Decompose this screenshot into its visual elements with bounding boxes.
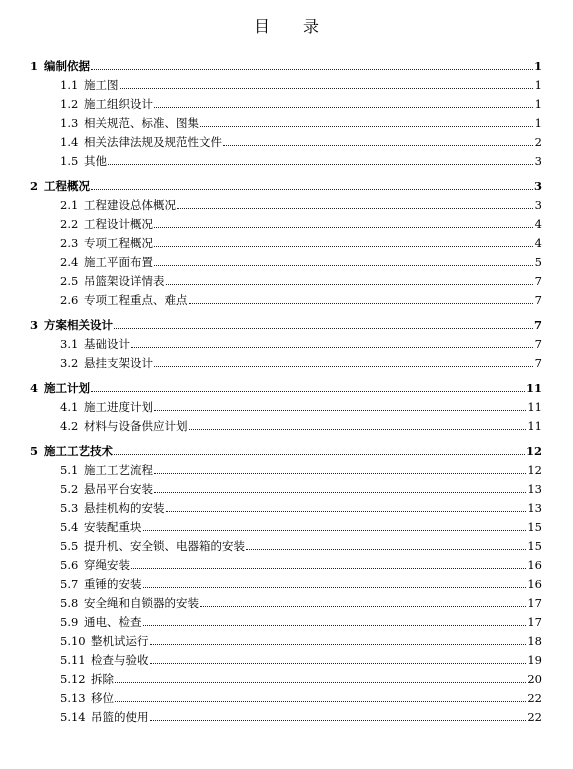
dot-leader <box>131 347 533 348</box>
dot-leader <box>114 454 525 455</box>
page-number: 7 <box>534 274 542 288</box>
dot-leader <box>154 492 526 493</box>
toc-section-entry[interactable] <box>30 572 542 591</box>
section-title: 专项工程重点、难点 <box>84 293 188 307</box>
toc-section-entry[interactable] <box>30 629 542 648</box>
section-number: 1.4 <box>60 135 79 149</box>
section-title: 工程设计概况 <box>84 217 153 231</box>
toc-chapter-entry[interactable] <box>30 376 542 395</box>
toc-section-entry[interactable] <box>30 553 542 572</box>
section-number: 5.8 <box>60 596 79 610</box>
section-title: 通电、检查 <box>84 615 142 629</box>
section-number: 5.10 <box>60 634 86 648</box>
toc-section-entry[interactable] <box>30 496 542 515</box>
section-title: 相关规范、标准、图集 <box>84 116 199 130</box>
section-number: 2.3 <box>60 236 79 250</box>
toc-section-entry[interactable] <box>30 477 542 496</box>
page-number: 17 <box>527 615 542 629</box>
dot-leader <box>154 246 533 247</box>
section-title: 施工组织设计 <box>84 97 153 111</box>
page-number: 7 <box>534 356 542 370</box>
page-number: 11 <box>527 419 542 433</box>
toc-section-entry[interactable] <box>30 458 542 477</box>
page-number: 2 <box>534 135 542 149</box>
dot-leader <box>120 88 534 89</box>
section-title: 安装配重块 <box>84 520 142 534</box>
table-of-contents <box>30 54 542 724</box>
section-title: 专项工程概况 <box>84 236 153 250</box>
dot-leader <box>177 208 533 209</box>
section-title: 其他 <box>84 154 107 168</box>
toc-section-entry[interactable] <box>30 92 542 111</box>
section-title: 相关法律法规及规范性文件 <box>84 135 222 149</box>
dot-leader <box>154 227 533 228</box>
page-number: 13 <box>527 482 542 496</box>
section-number: 3.1 <box>60 337 79 351</box>
section-title: 拆除 <box>91 672 114 686</box>
chapter-number: 1 <box>30 59 39 73</box>
section-number: 5.3 <box>60 501 79 515</box>
page-number: 12 <box>525 444 542 458</box>
section-title: 基础设计 <box>84 337 130 351</box>
section-number: 5.12 <box>60 672 86 686</box>
chapter-title: 方案相关设计 <box>44 318 113 332</box>
dot-leader <box>143 625 527 626</box>
page-number: 7 <box>533 318 542 332</box>
dot-leader <box>189 429 527 430</box>
toc-chapter-entry[interactable] <box>30 439 542 458</box>
dot-leader <box>154 473 526 474</box>
toc-section-entry[interactable] <box>30 130 542 149</box>
toc-section-entry[interactable] <box>30 610 542 629</box>
page-number: 16 <box>527 558 542 572</box>
toc-chapter-entry[interactable] <box>30 313 542 332</box>
dot-leader <box>115 682 526 683</box>
chapter-number: 3 <box>30 318 39 332</box>
page-number: 3 <box>534 154 542 168</box>
page-number: 3 <box>534 198 542 212</box>
toc-section-entry[interactable] <box>30 73 542 92</box>
toc-section-entry[interactable] <box>30 395 542 414</box>
section-number: 5.5 <box>60 539 79 553</box>
chapter-number: 5 <box>30 444 39 458</box>
section-number: 4.1 <box>60 400 79 414</box>
section-number: 5.7 <box>60 577 79 591</box>
section-title: 重锤的安装 <box>84 577 142 591</box>
page-number: 13 <box>527 501 542 515</box>
section-title: 施工图 <box>84 78 119 92</box>
page-title: 目 录 <box>253 17 334 36</box>
section-title: 施工平面布置 <box>84 255 153 269</box>
dot-leader <box>91 189 533 190</box>
page-number: 16 <box>527 577 542 591</box>
section-title: 吊篮架设详情表 <box>84 274 165 288</box>
toc-section-entry[interactable] <box>30 667 542 686</box>
section-title: 吊篮的使用 <box>91 710 149 724</box>
page-number: 17 <box>527 596 542 610</box>
dot-leader <box>150 720 527 721</box>
section-number: 1.2 <box>60 97 79 111</box>
page-number: 11 <box>527 400 542 414</box>
toc-section-entry[interactable] <box>30 351 542 370</box>
toc-chapter-entry[interactable] <box>30 174 542 193</box>
toc-section-entry[interactable] <box>30 193 542 212</box>
page-number: 20 <box>527 672 542 686</box>
page-number: 1 <box>534 116 542 130</box>
section-number: 3.2 <box>60 356 79 370</box>
page-number: 7 <box>534 293 542 307</box>
toc-section-entry[interactable] <box>30 414 542 433</box>
chapter-number: 2 <box>30 179 39 193</box>
page-number: 12 <box>527 463 542 477</box>
section-number: 1.1 <box>60 78 79 92</box>
section-title: 穿绳安装 <box>84 558 130 572</box>
section-number: 5.9 <box>60 615 79 629</box>
section-number: 1.5 <box>60 154 79 168</box>
dot-leader <box>131 568 526 569</box>
page-number: 11 <box>525 381 542 395</box>
page-number: 3 <box>533 179 542 193</box>
page-number: 19 <box>527 653 542 667</box>
page-number: 4 <box>534 217 542 231</box>
section-title: 提升机、安全锁、电器箱的安装 <box>84 539 245 553</box>
toc-section-entry[interactable] <box>30 288 542 307</box>
chapter-title: 施工工艺技术 <box>44 444 113 458</box>
dot-leader <box>115 701 526 702</box>
section-title: 检查与验收 <box>91 653 149 667</box>
toc-section-entry[interactable] <box>30 231 542 250</box>
section-number: 4.2 <box>60 419 79 433</box>
section-title: 施工进度计划 <box>84 400 153 414</box>
dot-leader <box>200 126 533 127</box>
section-number: 1.3 <box>60 116 79 130</box>
dot-leader <box>223 145 533 146</box>
dot-leader <box>150 663 527 664</box>
section-number: 2.5 <box>60 274 79 288</box>
section-number: 5.2 <box>60 482 79 496</box>
section-number: 5.14 <box>60 710 86 724</box>
dot-leader <box>108 164 533 165</box>
chapter-title: 工程概况 <box>44 179 90 193</box>
dot-leader <box>200 606 526 607</box>
section-title: 安全绳和自锁器的安装 <box>84 596 199 610</box>
dot-leader <box>189 303 534 304</box>
page-number: 15 <box>527 520 542 534</box>
toc-section-entry[interactable] <box>30 111 542 130</box>
page-number: 1 <box>534 78 542 92</box>
section-number: 5.11 <box>60 653 86 667</box>
dot-leader <box>143 530 527 531</box>
toc-section-entry[interactable] <box>30 515 542 534</box>
section-number: 5.4 <box>60 520 79 534</box>
section-number: 2.2 <box>60 217 79 231</box>
section-title: 材料与设备供应计划 <box>84 419 188 433</box>
section-title: 移位 <box>91 691 114 705</box>
dot-leader <box>154 107 533 108</box>
dot-leader <box>154 265 533 266</box>
dot-leader <box>154 410 526 411</box>
dot-leader <box>150 644 527 645</box>
toc-section-entry[interactable] <box>30 534 542 553</box>
dot-leader <box>114 328 533 329</box>
page-number: 22 <box>527 710 542 724</box>
section-number: 2.6 <box>60 293 79 307</box>
dot-leader <box>154 366 533 367</box>
page-number: 1 <box>533 59 542 73</box>
section-number: 2.1 <box>60 198 79 212</box>
section-title: 悬吊平台安装 <box>84 482 153 496</box>
page-number: 15 <box>527 539 542 553</box>
page-number: 18 <box>527 634 542 648</box>
toc-section-entry[interactable] <box>30 269 542 288</box>
chapter-title: 施工计划 <box>44 381 90 395</box>
section-number: 5.6 <box>60 558 79 572</box>
section-title: 工程建设总体概况 <box>84 198 176 212</box>
chapter-title: 编制依据 <box>44 59 90 73</box>
page-number: 22 <box>527 691 542 705</box>
chapter-number: 4 <box>30 381 39 395</box>
section-title: 整机试运行 <box>91 634 149 648</box>
dot-leader <box>246 549 526 550</box>
section-number: 2.4 <box>60 255 79 269</box>
dot-leader <box>91 69 533 70</box>
toc-section-entry[interactable] <box>30 705 542 724</box>
page-number: 7 <box>534 337 542 351</box>
section-number: 5.13 <box>60 691 86 705</box>
page-number: 5 <box>534 255 542 269</box>
toc-section-entry[interactable] <box>30 250 542 269</box>
page-number: 1 <box>534 97 542 111</box>
toc-section-entry[interactable] <box>30 686 542 705</box>
section-title: 悬挂机构的安装 <box>84 501 165 515</box>
toc-section-entry[interactable] <box>30 212 542 231</box>
page-number: 4 <box>534 236 542 250</box>
toc-section-entry[interactable] <box>30 149 542 168</box>
dot-leader <box>166 511 527 512</box>
section-title: 施工工艺流程 <box>84 463 153 477</box>
dot-leader <box>91 391 525 392</box>
dot-leader <box>143 587 527 588</box>
section-title: 悬挂支架设计 <box>84 356 153 370</box>
toc-section-entry[interactable] <box>30 591 542 610</box>
toc-section-entry[interactable] <box>30 332 542 351</box>
section-number: 5.1 <box>60 463 79 477</box>
toc-section-entry[interactable] <box>30 648 542 667</box>
toc-chapter-entry[interactable] <box>30 54 542 73</box>
dot-leader <box>166 284 534 285</box>
